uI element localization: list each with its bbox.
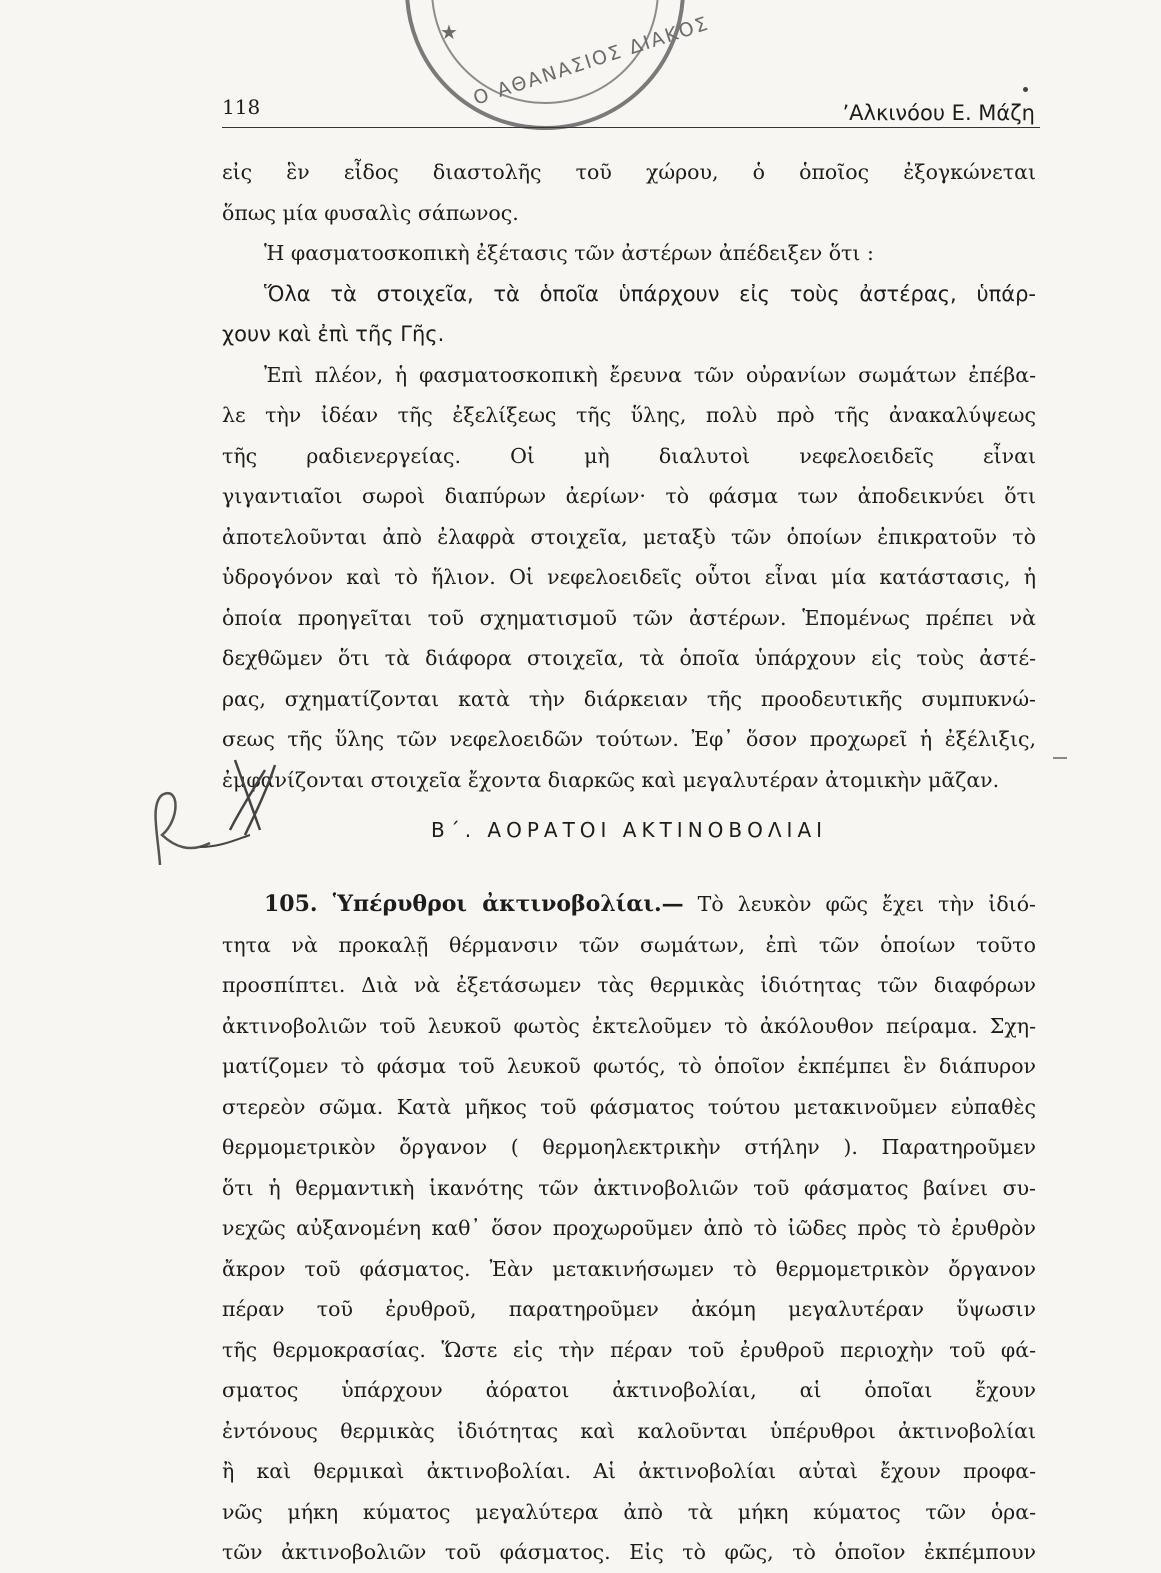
page-number: 118 [222, 95, 261, 119]
section-heading: Β΄. ΑΟΡΑΤΟΙ ΑΚΤΙΝΟΒΟΛΙΑΙ [430, 818, 828, 842]
text-line: ἄκρον τοῦ φάσματος. Ἐὰν μετακινήσωμεν τὸ θερμομετρικὸν ὄργανον [222, 1256, 1036, 1281]
text-line: ὅτι ἡ θερμαντικὴ ἱκανότης τῶν ἀκτινοβολιῶν τοῦ φάσματος βαίνει συ- [222, 1175, 1036, 1200]
text-line: ἐντόνους θερμικὰς ἰδιότητας καὶ καλοῦνται ὑπέρυθροι ἀκτινοβολίαι [222, 1418, 1036, 1443]
text-line: ἢ καὶ θερμικαὶ ἀκτινοβολίαι. Αἱ ἀκτινοβολίαι αὐταὶ ἔχουν προφα- [222, 1459, 1036, 1483]
text-line: ἐμφανίζονται στοιχεῖα ἔχοντα διαρκῶς καὶ μεγαλυτέραν ἀτομικὴν μᾶζαν. [222, 767, 1000, 792]
text-line: πέραν τοῦ ἐρυθροῦ, παρατηροῦμεν ἀκόμη μεγαλυτέραν ὕψωσιν [222, 1297, 1036, 1321]
text-line: Ὅλα τὰ στοιχεῖα, τὰ ὁποῖα ὑπάρχουν εἰς τοὺς ἀστέρας, ὑπάρ- [264, 281, 1036, 306]
text-line: ὅπως μία φυσαλὶς σάπωνος. [222, 200, 519, 225]
handwritten-mark [140, 735, 300, 875]
running-head-author: ʼΑλκινόου Ε. Μάζη [842, 101, 1035, 125]
section-title: 105. Ὑπέρυθροι ἀκτινοβολίαι.— [264, 891, 684, 917]
text-line: τητα νὰ προκαλῇ θέρμανσιν τῶν σωμάτων, ἐπὶ τῶν ὁποίων τοῦτο [222, 932, 1036, 957]
text-line: τῆς ραδιενεργείας. Οἱ μὴ διαλυτοὶ νεφελοειδεῖς εἶναι [222, 443, 1036, 468]
text-line: ἀποτελοῦνται ἀπὸ ἐλαφρὰ στοιχεῖα, μεταξὺ τῶν ὁποίων ἐπικρατοῦν τὸ [222, 524, 1036, 549]
text-line: νεχῶς αὐξανομένη καθ᾽ ὅσον προχωροῦμεν ἀπὸ τὸ ἰῶδες πρὸς τὸ ἐρυθρὸν [222, 1216, 1036, 1240]
section-title-line [222, 884, 1036, 925]
text-line: τῶν ἀκτινοβολιῶν τοῦ φάσματος. Εἰς τὸ φῶς, τὸ ὁποῖον ἐκπέμπουν [222, 1540, 1036, 1564]
text-line: νῶς μήκη κύματος μεγαλύτερα ἀπὸ τὰ μήκη κύματος τῶν ὁρα- [222, 1499, 1036, 1524]
text-line: θερμομετρικὸν ὄργανον ( θερμοηλεκτρικὴν στήλην ). Παρατηροῦμεν [222, 1135, 1036, 1159]
text-line: ρας, σχηματίζονται κατὰ τὴν διάρκειαν τῆς προοδευτικῆς συμπυκνώ- [222, 686, 1036, 711]
text-line: προσπίπτει. Διὰ νὰ ἐξετάσωμεν τὰς θερμικὰς ἰδιότητας τῶν διαφόρων [222, 973, 1036, 997]
text-line: τῆς θερμοκρασίας. Ὥστε εἰς τὴν πέραν τοῦ ἐρυθροῦ περιοχὴν τοῦ φά- [222, 1337, 1036, 1362]
text-line: ματίζομεν τὸ φάσμα τοῦ λευκοῦ φωτός, τὸ ὁποῖον ἐκπέμπει ἓν διάπυρον [222, 1054, 1036, 1078]
text-line: Ἡ φασματοσκοπικὴ ἐξέτασις τῶν ἀστέρων ἀπέδειξεν ὅτι : [264, 241, 874, 265]
speck [1023, 87, 1028, 92]
text-line: δεχθῶμεν ὅτι τὰ διάφορα στοιχεῖα, τὰ ὁποῖα ὑπάρχουν εἰς τοὺς ἀστέ- [222, 646, 1036, 670]
text-line: σματος ὑπάρχουν ἀόρατοι ἀκτινοβολίαι, αἱ ὁποῖαι ἔχουν [222, 1378, 1036, 1402]
text-line: ὑδρογόνον καὶ τὸ ἥλιον. Οἱ νεφελοειδεῖς οὗτοι εἶναι μία κατάστασις, ἡ [222, 565, 1036, 589]
text-line: ἀκτινοβολιῶν τοῦ λευκοῦ φωτὸς ἐκτελοῦμεν τὸ ἀκόλουθον πείραμα. Σχη- [222, 1013, 1036, 1038]
text-line: εἰς ἓν εἶδος διαστολῆς τοῦ χώρου, ὁ ὁποῖος ἐξογκώνεται [222, 160, 1036, 184]
text-line: Ἐπὶ πλέον, ἡ φασματοσκοπικὴ ἔρευνα τῶν οὐρανίων σωμάτων ἐπέβα- [264, 362, 1036, 387]
stamp-text: Ο ΑΘΑΝΑΣΙΟΣ ΔΙΑΚΟΣ [470, 12, 713, 110]
text-line: ὁποία προηγεῖται τοῦ σχηματισμοῦ τῶν ἀστέρων. Ἑπομένως πρέπει νὰ [222, 605, 1036, 630]
text-line: γιγαντιαῖοι σωροὶ διαπύρων ἀερίων· τὸ φάσμα των ἀποδεικνύει ὅτι [222, 484, 1036, 508]
star-icon: ★ [440, 20, 458, 44]
header-rule [222, 127, 1040, 128]
text-line: χουν καὶ ἐπὶ τῆς Γῆς. [222, 322, 445, 346]
text-line: στερεὸν σῶμα. Κατὰ μῆκος τοῦ φάσματος τούτου μετακινοῦμεν εὐπαθὲς [222, 1094, 1036, 1119]
text-line: σεως τῆς ὕλης τῶν νεφελοειδῶν τούτων. Ἐφ᾽ ὅσον προχωρεῖ ἡ ἐξέλιξις, [222, 727, 1036, 751]
section-title-rest: Τὸ λευκὸν φῶς ἔχει τὴν ἰδιό- [683, 892, 1036, 916]
text-line: λε τὴν ἰδέαν τῆς ἐξελίξεως τῆς ὕλης, πολὺ πρὸ τῆς ἀνακαλύψεως [222, 403, 1036, 427]
margin-dash [1053, 757, 1067, 759]
page-body [222, 152, 1036, 1573]
